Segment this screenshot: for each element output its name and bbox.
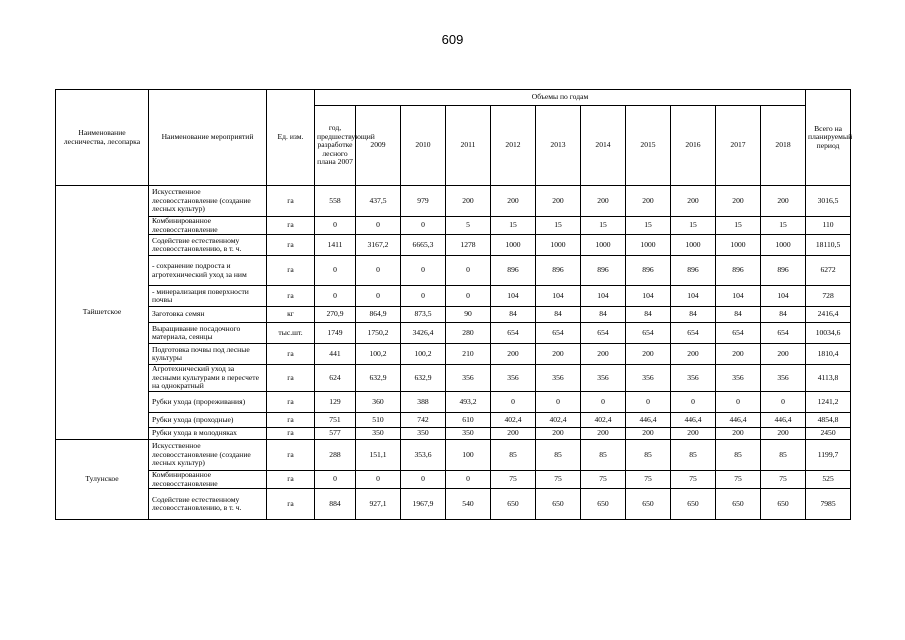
table-row xyxy=(56,489,851,520)
unit-cell: га xyxy=(267,440,315,471)
header-year: 2009 xyxy=(356,106,401,186)
value-cell: 654 xyxy=(491,323,536,344)
value-cell: 84 xyxy=(581,307,626,323)
header-forestry: Наименование лесничества, лесопарка xyxy=(56,90,149,186)
value-cell: 3426,4 xyxy=(401,323,446,344)
value-cell: 0 xyxy=(356,256,401,286)
value-cell: 0 xyxy=(491,392,536,413)
value-cell: 446,4 xyxy=(671,413,716,428)
value-cell: 104 xyxy=(491,286,536,307)
header-year: 2015 xyxy=(626,106,671,186)
value-cell: 1000 xyxy=(716,235,761,256)
value-cell: 200 xyxy=(761,428,806,440)
activity-name: Подготовка почвы под лесные культуры xyxy=(149,344,267,365)
value-cell: 650 xyxy=(716,489,761,520)
value-cell: 104 xyxy=(761,286,806,307)
value-cell: 350 xyxy=(446,428,491,440)
value-cell: 0 xyxy=(401,256,446,286)
value-cell: 446,4 xyxy=(761,413,806,428)
total-cell: 2416,4 xyxy=(806,307,851,323)
value-cell: 360 xyxy=(356,392,401,413)
value-cell: 0 xyxy=(401,286,446,307)
value-cell: 270,9 xyxy=(315,307,356,323)
unit-cell: га xyxy=(267,392,315,413)
value-cell: 650 xyxy=(671,489,716,520)
value-cell: 104 xyxy=(581,286,626,307)
table-row xyxy=(56,413,851,428)
value-cell: 896 xyxy=(581,256,626,286)
value-cell: 200 xyxy=(446,186,491,217)
value-cell: 441 xyxy=(315,344,356,365)
activity-name: Заготовка семян xyxy=(149,307,267,323)
value-cell: 0 xyxy=(315,471,356,489)
value-cell: 200 xyxy=(626,186,671,217)
table-row xyxy=(56,344,851,365)
value-cell: 200 xyxy=(491,428,536,440)
value-cell: 200 xyxy=(581,428,626,440)
value-cell: 85 xyxy=(536,440,581,471)
table-row xyxy=(56,217,851,235)
value-cell: 84 xyxy=(671,307,716,323)
activity-name: Выращивание посадочного материала, сеянцы xyxy=(149,323,267,344)
unit-cell: га xyxy=(267,365,315,392)
total-cell: 525 xyxy=(806,471,851,489)
value-cell: 210 xyxy=(446,344,491,365)
value-cell: 864,9 xyxy=(356,307,401,323)
value-cell: 200 xyxy=(581,344,626,365)
value-cell: 129 xyxy=(315,392,356,413)
value-cell: 84 xyxy=(626,307,671,323)
value-cell: 0 xyxy=(315,217,356,235)
value-cell: 0 xyxy=(761,392,806,413)
value-cell: 1000 xyxy=(491,235,536,256)
value-cell: 356 xyxy=(491,365,536,392)
table-row xyxy=(56,235,851,256)
value-cell: 873,5 xyxy=(401,307,446,323)
value-cell: 1000 xyxy=(536,235,581,256)
value-cell: 15 xyxy=(761,217,806,235)
unit-cell: га xyxy=(267,489,315,520)
value-cell: 75 xyxy=(581,471,626,489)
value-cell: 751 xyxy=(315,413,356,428)
value-cell: 200 xyxy=(761,186,806,217)
value-cell: 540 xyxy=(446,489,491,520)
value-cell: 650 xyxy=(536,489,581,520)
table-row xyxy=(56,256,851,286)
value-cell: 104 xyxy=(716,286,761,307)
forestry-name: Тулунское xyxy=(56,440,149,520)
value-cell: 446,4 xyxy=(626,413,671,428)
value-cell: 650 xyxy=(581,489,626,520)
value-cell: 200 xyxy=(581,186,626,217)
unit-cell: га xyxy=(267,217,315,235)
value-cell: 151,1 xyxy=(356,440,401,471)
value-cell: 437,5 xyxy=(356,186,401,217)
activity-name: Содействие естественному лесовосстановлению, в т. ч. xyxy=(149,489,267,520)
header-year: 2010 xyxy=(401,106,446,186)
activity-name: Рубки ухода в молодняках xyxy=(149,428,267,440)
activity-name: Агротехнический уход за лесными культурами в пересчете на однократный xyxy=(149,365,267,392)
value-cell: 402,4 xyxy=(491,413,536,428)
value-cell: 75 xyxy=(626,471,671,489)
value-cell: 1749 xyxy=(315,323,356,344)
value-cell: 1967,9 xyxy=(401,489,446,520)
value-cell: 200 xyxy=(761,344,806,365)
value-cell: 200 xyxy=(716,428,761,440)
value-cell: 650 xyxy=(761,489,806,520)
value-cell: 1000 xyxy=(671,235,716,256)
value-cell: 0 xyxy=(446,286,491,307)
value-cell: 610 xyxy=(446,413,491,428)
value-cell: 200 xyxy=(671,428,716,440)
unit-cell: га xyxy=(267,235,315,256)
value-cell: 85 xyxy=(716,440,761,471)
value-cell: 896 xyxy=(671,256,716,286)
unit-cell: га xyxy=(267,471,315,489)
value-cell: 0 xyxy=(536,392,581,413)
value-cell: 402,4 xyxy=(581,413,626,428)
unit-cell: тыс.шт. xyxy=(267,323,315,344)
table-row xyxy=(56,392,851,413)
total-cell: 4854,8 xyxy=(806,413,851,428)
page-number: 609 xyxy=(441,32,464,47)
total-cell: 1199,7 xyxy=(806,440,851,471)
value-cell: 388 xyxy=(401,392,446,413)
value-cell: 200 xyxy=(536,344,581,365)
value-cell: 493,2 xyxy=(446,392,491,413)
activity-name: Рубки ухода (проходные) xyxy=(149,413,267,428)
header-year: 2013 xyxy=(536,106,581,186)
value-cell: 200 xyxy=(671,344,716,365)
value-cell: 356 xyxy=(446,365,491,392)
value-cell: 84 xyxy=(761,307,806,323)
value-cell: 650 xyxy=(491,489,536,520)
value-cell: 15 xyxy=(491,217,536,235)
value-cell: 85 xyxy=(491,440,536,471)
value-cell: 742 xyxy=(401,413,446,428)
value-cell: 356 xyxy=(536,365,581,392)
total-cell: 728 xyxy=(806,286,851,307)
value-cell: 927,1 xyxy=(356,489,401,520)
value-cell: 654 xyxy=(536,323,581,344)
value-cell: 3167,2 xyxy=(356,235,401,256)
value-cell: 654 xyxy=(581,323,626,344)
value-cell: 632,9 xyxy=(356,365,401,392)
value-cell: 104 xyxy=(626,286,671,307)
value-cell: 75 xyxy=(761,471,806,489)
value-cell: 577 xyxy=(315,428,356,440)
header-base-year: год, предшествующий разработке лесного плана 2007 xyxy=(315,106,356,186)
value-cell: 0 xyxy=(626,392,671,413)
activity-name: - сохранение подроста и агротехнический уход за ним xyxy=(149,256,267,286)
value-cell: 85 xyxy=(581,440,626,471)
value-cell: 884 xyxy=(315,489,356,520)
unit-cell: га xyxy=(267,286,315,307)
value-cell: 1411 xyxy=(315,235,356,256)
value-cell: 104 xyxy=(671,286,716,307)
header-year: 2011 xyxy=(446,106,491,186)
value-cell: 0 xyxy=(315,256,356,286)
table-row xyxy=(56,286,851,307)
header-year: 2018 xyxy=(761,106,806,186)
value-cell: 15 xyxy=(581,217,626,235)
value-cell: 1000 xyxy=(626,235,671,256)
header-unit: Ед. изм. xyxy=(267,90,315,186)
value-cell: 75 xyxy=(536,471,581,489)
unit-cell: га xyxy=(267,413,315,428)
unit-cell: кг xyxy=(267,307,315,323)
value-cell: 15 xyxy=(716,217,761,235)
value-cell: 84 xyxy=(536,307,581,323)
unit-cell: га xyxy=(267,256,315,286)
header-year: 2017 xyxy=(716,106,761,186)
value-cell: 15 xyxy=(536,217,581,235)
total-cell: 10034,6 xyxy=(806,323,851,344)
value-cell: 510 xyxy=(356,413,401,428)
total-cell: 3016,5 xyxy=(806,186,851,217)
total-cell: 2450 xyxy=(806,428,851,440)
value-cell: 200 xyxy=(626,344,671,365)
value-cell: 200 xyxy=(626,428,671,440)
value-cell: 896 xyxy=(491,256,536,286)
value-cell: 353,6 xyxy=(401,440,446,471)
value-cell: 1000 xyxy=(761,235,806,256)
table-row xyxy=(56,440,851,471)
value-cell: 15 xyxy=(626,217,671,235)
value-cell: 200 xyxy=(491,344,536,365)
unit-cell: га xyxy=(267,344,315,365)
total-cell: 110 xyxy=(806,217,851,235)
value-cell: 624 xyxy=(315,365,356,392)
header-activity: Наименование мероприятий xyxy=(149,90,267,186)
value-cell: 356 xyxy=(581,365,626,392)
value-cell: 0 xyxy=(356,217,401,235)
value-cell: 896 xyxy=(716,256,761,286)
value-cell: 356 xyxy=(716,365,761,392)
value-cell: 979 xyxy=(401,186,446,217)
total-cell: 1810,4 xyxy=(806,344,851,365)
value-cell: 75 xyxy=(671,471,716,489)
value-cell: 200 xyxy=(716,344,761,365)
header-year: 2014 xyxy=(581,106,626,186)
total-cell: 7985 xyxy=(806,489,851,520)
value-cell: 558 xyxy=(315,186,356,217)
value-cell: 654 xyxy=(716,323,761,344)
value-cell: 75 xyxy=(716,471,761,489)
value-cell: 1000 xyxy=(581,235,626,256)
value-cell: 84 xyxy=(491,307,536,323)
value-cell: 1278 xyxy=(446,235,491,256)
value-cell: 15 xyxy=(671,217,716,235)
activity-name: Искусственное лесовосстановление (создание лесных культур) xyxy=(149,440,267,471)
table-row xyxy=(56,428,851,440)
value-cell: 896 xyxy=(536,256,581,286)
activity-name: Искусственное лесовосстановление (создание лесных культур) xyxy=(149,186,267,217)
header-volumes-by-year: Объемы по годам xyxy=(315,90,806,106)
total-cell: 1241,2 xyxy=(806,392,851,413)
value-cell: 85 xyxy=(671,440,716,471)
forestry-name: Тайшетское xyxy=(56,186,149,440)
value-cell: 0 xyxy=(401,217,446,235)
value-cell: 85 xyxy=(626,440,671,471)
value-cell: 100,2 xyxy=(401,344,446,365)
total-cell: 6272 xyxy=(806,256,851,286)
value-cell: 200 xyxy=(536,428,581,440)
table-row xyxy=(56,307,851,323)
activity-name: Комбинированное лесовосстановление xyxy=(149,217,267,235)
value-cell: 100,2 xyxy=(356,344,401,365)
value-cell: 90 xyxy=(446,307,491,323)
value-cell: 0 xyxy=(356,286,401,307)
unit-cell: га xyxy=(267,186,315,217)
value-cell: 632,9 xyxy=(401,365,446,392)
value-cell: 0 xyxy=(446,471,491,489)
value-cell: 0 xyxy=(581,392,626,413)
header-year: 2016 xyxy=(671,106,716,186)
value-cell: 0 xyxy=(716,392,761,413)
activity-name: Рубки ухода (прореживания) xyxy=(149,392,267,413)
value-cell: 200 xyxy=(536,186,581,217)
value-cell: 356 xyxy=(671,365,716,392)
total-cell: 18110,5 xyxy=(806,235,851,256)
value-cell: 100 xyxy=(446,440,491,471)
value-cell: 85 xyxy=(761,440,806,471)
header-total: Всего на планируемый период xyxy=(806,90,851,186)
table-row xyxy=(56,323,851,344)
value-cell: 6665,3 xyxy=(401,235,446,256)
header-year: 2012 xyxy=(491,106,536,186)
total-cell: 4113,8 xyxy=(806,365,851,392)
unit-cell: га xyxy=(267,428,315,440)
value-cell: 654 xyxy=(761,323,806,344)
value-cell: 896 xyxy=(761,256,806,286)
value-cell: 0 xyxy=(446,256,491,286)
value-cell: 280 xyxy=(446,323,491,344)
value-cell: 104 xyxy=(536,286,581,307)
value-cell: 5 xyxy=(446,217,491,235)
table-row xyxy=(56,365,851,392)
value-cell: 446,4 xyxy=(716,413,761,428)
value-cell: 650 xyxy=(626,489,671,520)
table-row xyxy=(56,186,851,217)
value-cell: 350 xyxy=(356,428,401,440)
value-cell: 350 xyxy=(401,428,446,440)
value-cell: 0 xyxy=(671,392,716,413)
table-row xyxy=(56,471,851,489)
value-cell: 288 xyxy=(315,440,356,471)
value-cell: 0 xyxy=(315,286,356,307)
value-cell: 200 xyxy=(716,186,761,217)
value-cell: 75 xyxy=(491,471,536,489)
value-cell: 402,4 xyxy=(536,413,581,428)
value-cell: 1750,2 xyxy=(356,323,401,344)
value-cell: 356 xyxy=(761,365,806,392)
value-cell: 84 xyxy=(716,307,761,323)
forest-plan-table xyxy=(55,89,851,520)
value-cell: 896 xyxy=(626,256,671,286)
value-cell: 654 xyxy=(626,323,671,344)
value-cell: 200 xyxy=(491,186,536,217)
value-cell: 654 xyxy=(671,323,716,344)
activity-name: - минерализация поверхности почвы xyxy=(149,286,267,307)
activity-name: Содействие естественному лесовосстановлению, в т. ч. xyxy=(149,235,267,256)
value-cell: 356 xyxy=(626,365,671,392)
activity-name: Комбинированное лесовосстановление xyxy=(149,471,267,489)
value-cell: 200 xyxy=(671,186,716,217)
value-cell: 0 xyxy=(356,471,401,489)
value-cell: 0 xyxy=(401,471,446,489)
